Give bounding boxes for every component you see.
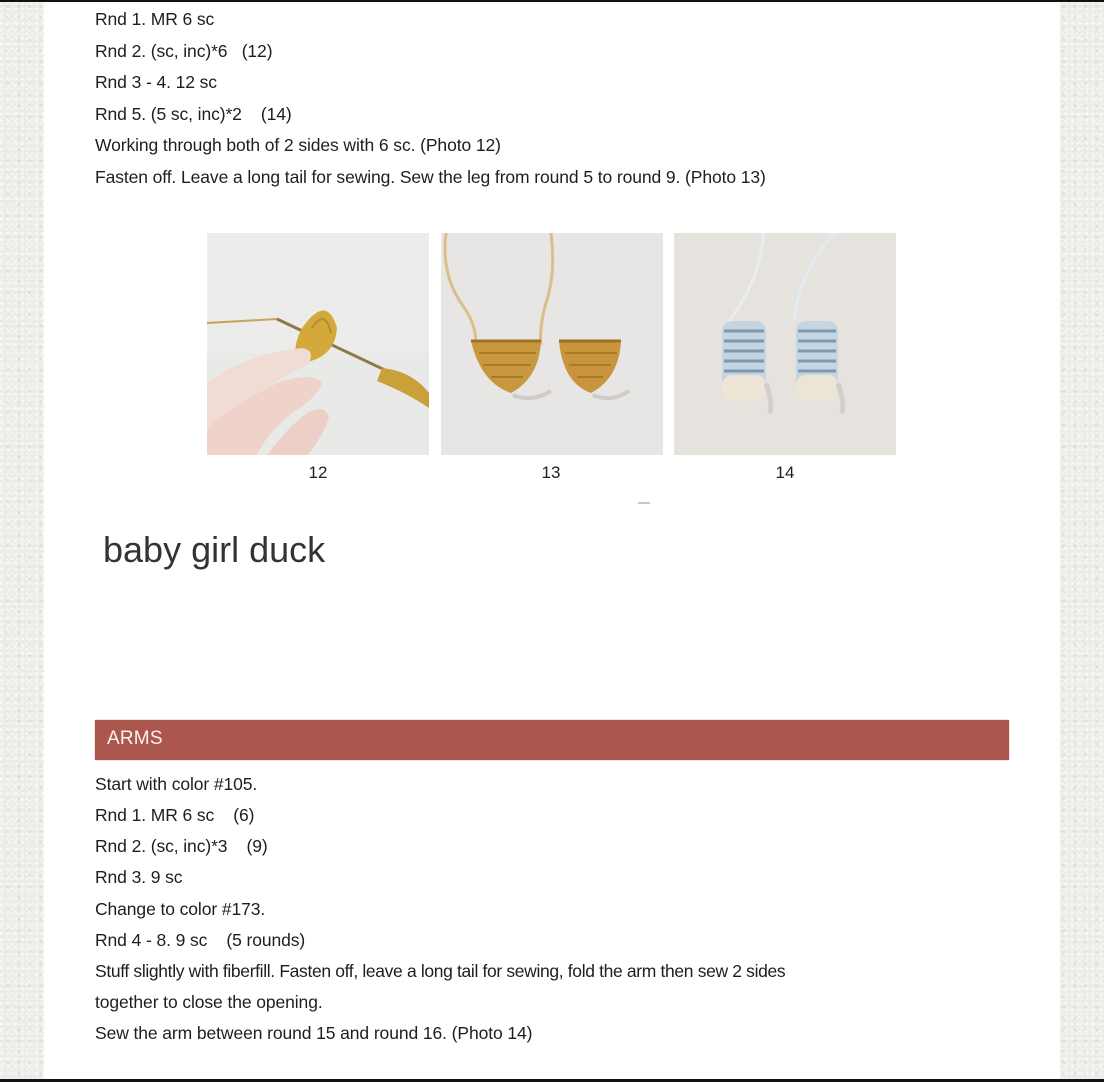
instruction-line: Rnd 2. (sc, inc)*3 (9) — [95, 836, 268, 856]
instruction-line: Fasten off. Leave a long tail for sewing. Sew the leg from round 5 to round 9. (Photo 13) — [95, 167, 766, 187]
instruction-line: Rnd 2. (sc, inc)*6 (12) — [95, 41, 273, 61]
instruction-line: Rnd 3 - 4. 12 sc — [95, 72, 217, 92]
stray-mark — [638, 502, 650, 504]
instruction-line: Stuff slightly with fiberfill. Fasten off, leave a long tail for sewing, fold the arm then sew 2 sides — [95, 961, 786, 981]
instruction-line: Working through both of 2 sides with 6 sc. (Photo 12) — [95, 135, 501, 155]
photo-caption: 13 — [541, 463, 561, 482]
instruction-line: together to close the opening. — [95, 992, 323, 1012]
instruction-line: Rnd 5. (5 sc, inc)*2 (14) — [95, 104, 292, 124]
instruction-line: Rnd 4 - 8. 9 sc (5 rounds) — [95, 930, 306, 950]
instruction-line: Change to color #173. — [95, 899, 266, 919]
photo-strip — [207, 233, 897, 455]
instruction-line: Start with color #105. — [95, 774, 258, 794]
instruction-line: Rnd 1. MR 6 sc — [95, 9, 215, 29]
photo-13 — [441, 233, 663, 455]
section-header-arms — [95, 720, 1009, 760]
instruction-line: Rnd 3. 9 sc — [95, 867, 183, 887]
photo-12 — [207, 233, 429, 455]
watermark-subtitle: baby girl duck — [103, 529, 326, 570]
photo-caption: 14 — [775, 463, 795, 482]
section-header-label: ARMS — [107, 728, 163, 749]
instruction-line: Rnd 1. MR 6 sc (6) — [95, 805, 255, 825]
photo-caption: 12 — [308, 463, 328, 482]
instruction-line: Sew the arm between round 15 and round 16. (Photo 14) — [95, 1023, 533, 1043]
top-border — [0, 0, 1104, 2]
photo-14 — [674, 233, 896, 455]
